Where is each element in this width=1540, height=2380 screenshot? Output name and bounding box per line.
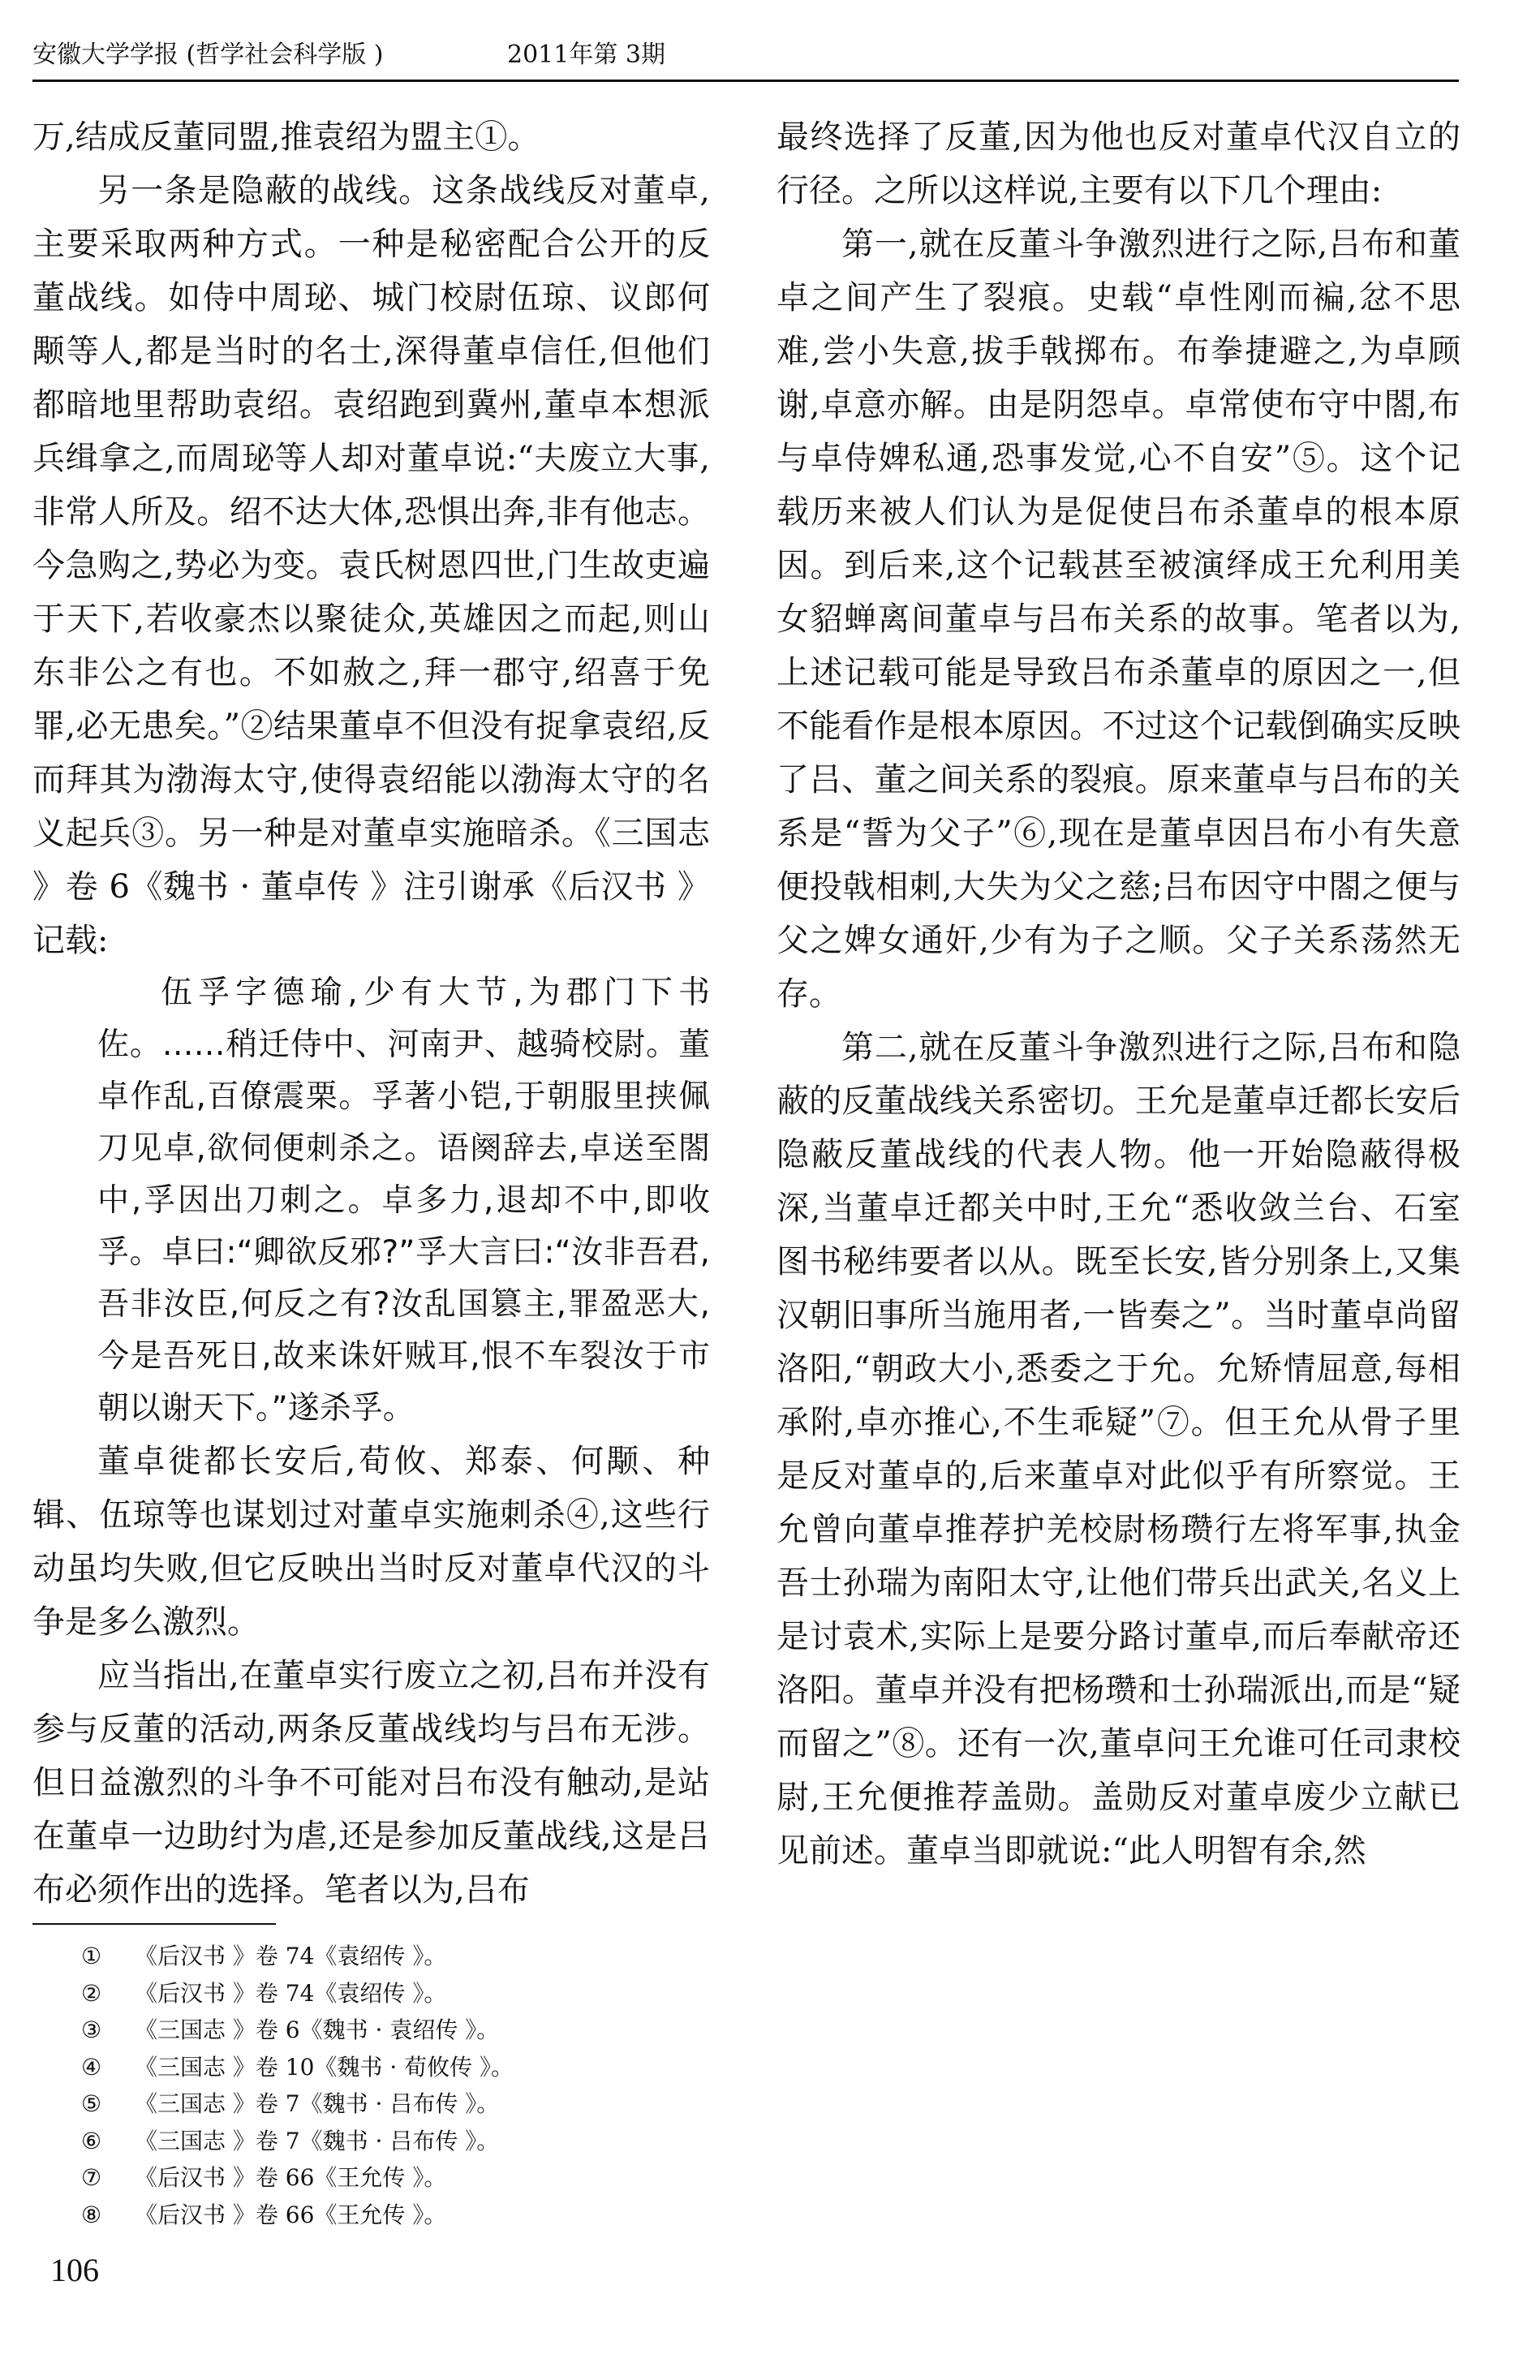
right-column — [776, 110, 1460, 1878]
footnotes — [81, 1938, 811, 2233]
footnote-text: 《三国志 》卷 7《魏书 · 吕布传 》。 — [135, 2090, 500, 2117]
page-number: 106 — [50, 2252, 99, 2288]
footnote-mark: ② — [81, 1979, 102, 2007]
paragraph: 最终选择了反董,因为他也反对董卓代汉自立的行径。之所以这样说,主要有以下几个理由: — [776, 118, 1460, 209]
footnote-mark: ⑥ — [81, 2127, 102, 2154]
footnote-mark: ⑦ — [81, 2164, 102, 2191]
footnote-mark: ⑤ — [81, 2090, 102, 2117]
footnote — [81, 1975, 811, 2012]
footnote-text: 《三国志 》卷 7《魏书 · 吕布传 》。 — [135, 2127, 500, 2154]
paragraph: 万,结成反董同盟,推袁绍为盟主①。 — [32, 118, 540, 156]
footnote — [81, 2085, 811, 2123]
block-quote: 伍孚字德瑜,少有大节,为郡门下书佐。……稍迁侍中、河南尹、越骑校尉。董卓作乱,百僚震栗。孚著小铠,于朝服里挟佩刀见卓,欲伺便刺杀之。语阕辞去,卓送至閤中,孚因出刀刺之。卓多力,退却不中,即收孚。卓曰:“卿欲反邪?”孚大言曰:“汝非吾君,吾非汝臣,何反之有?汝乱国篡主,罪盈恶大,今是吾死日,故来诛奸贼耳,恨不车裂汝于市朝以谢天下。”遂杀孚。 — [97, 975, 710, 1427]
footnote-text: 《三国志 》卷 10《魏书 · 荀攸传 》。 — [135, 2053, 514, 2081]
footnote — [81, 1938, 811, 1975]
paragraph: 另一条是隐蔽的战线。这条战线反对董卓,主要采取两种方式。一种是秘密配合公开的反董战线。如侍中周珌、城门校尉伍琼、议郎何颙等人,都是当时的名士,深得董卓信任,但他们都暗地里帮助袁绍。袁绍跑到冀州,董卓本想派兵缉拿之,而周珌等人却对董卓说:“夫废立大事,非常人所及。绍不达大体,恐惧出奔,非有他志。今急购之,势必为变。袁氏树恩四世,门生故吏遍于天下,若收豪杰以聚徒众,英雄因之而起,则山东非公之有也。不如赦之,拜一郡守,绍喜于免罪,必无患矣。”②结果董卓不但没有捉拿袁绍,反而拜其为渤海太守,使得袁绍能以渤海太守的名义起兵③。另一种是对董卓实施暗杀。《三国志 》卷 6《魏书 · 董卓传 》注引谢承《后汉书 》记载: — [32, 172, 710, 959]
footnote-text: 《后汉书 》卷 74《袁绍传 》。 — [135, 1979, 447, 2007]
paragraph: 应当指出,在董卓实行废立之初,吕布并没有参与反董的活动,两条反董战线均与吕布无涉。但日益激烈的斗争不可能对吕布没有触动,是站在董卓一边助纣为虐,还是参加反董战线,这是吕布必须作出的选择。笔者以为,吕布 — [32, 1657, 710, 1909]
running-header — [32, 32, 1459, 78]
footnote-mark: ⑧ — [81, 2201, 102, 2228]
footnote — [81, 2159, 811, 2197]
journal-title: 安徽大学学报 (哲学社会科学版 ) — [32, 41, 384, 69]
footnote-text: 《三国志 》卷 6《魏书 · 袁绍传 》。 — [135, 2016, 500, 2043]
footnote-text: 《后汉书 》卷 66《王允传 》。 — [135, 2164, 447, 2191]
header-rule — [32, 80, 1459, 82]
footnote-text: 《后汉书 》卷 74《袁绍传 》。 — [135, 1943, 447, 1969]
footnote-mark: ③ — [81, 2016, 102, 2043]
footnote — [81, 2197, 811, 2234]
footnote-mark: ① — [81, 1943, 102, 1969]
footnote — [81, 2123, 811, 2160]
paragraph: 第一,就在反董斗争激烈进行之际,吕布和董卓之间产生了裂痕。史载“卓性刚而褊,忿不思难,尝小失意,拔手戟掷布。布拳捷避之,为卓顾谢,卓意亦解。由是阴怨卓。卓常使布守中閤,布与卓侍婢私通,恐事发觉,心不自安”⑤。这个记载历来被人们认为是促使吕布杀董卓的根本原因。到后来,这个记载甚至被演绎成王允利用美女貂蝉离间董卓与吕布关系的故事。笔者以为,上述记载可能是导致吕布杀董卓的原因之一,但不能看作是根本原因。不过这个记载倒确实反映了吕、董之间关系的裂痕。原来董卓与吕布的关系是“誓为父子”⑥,现在是董卓因吕布小有失意便投戟相刺,大失为父之慈;吕布因守中閤之便与父之婢女通奸,少有为子之顺。父子关系荡然无存。 — [776, 226, 1460, 1013]
paragraph: 第二,就在反董斗争激烈进行之际,吕布和隐蔽的反董战线关系密切。王允是董卓迁都长安后隐蔽反董战线的代表人物。他一开始隐蔽得极深,当董卓迁都关中时,王允“悉收敛兰台、石室图书秘纬要者以从。既至长安,皆分别条上,又集汉朝旧事所当施用者,一皆奏之”。当时董卓尚留洛阳,“朝政大小,悉委之于允。允矫情屈意,每相承附,卓亦推心,不生乖疑”⑦。但王允从骨子里是反对董卓的,后来董卓对此似乎有所察觉。王允曾向董卓推荐护羌校尉杨瓒行左将军事,执金吾士孙瑞为南阳太守,让他们带兵出武关,名义上是讨袁术,实际上是要分路讨董卓,而后奉献帝还洛阳。董卓并没有把杨瓒和士孙瑞派出,而是“疑而留之”⑧。还有一次,董卓问王允谁可任司隶校尉,王允便推荐盖勋。盖勋反对董卓废少立献已见前述。董卓当即就说:“此人明智有余,然 — [776, 1029, 1460, 1870]
footnote — [81, 2012, 811, 2049]
paragraph: 董卓徙都长安后,荀攸、郑泰、何颙、种辑、伍琼等也谋划过对董卓实施刺杀④,这些行动虽均失败,但它反映出当时反对董卓代汉的斗争是多么激烈。 — [32, 1443, 710, 1641]
left-column — [32, 110, 710, 1917]
footnote — [81, 2049, 811, 2086]
issue-label: 2011年第 3期 — [507, 41, 665, 69]
footnote-text: 《后汉书 》卷 66《王允传 》。 — [135, 2201, 447, 2228]
footnote-mark: ④ — [81, 2053, 102, 2081]
footnote-rule — [32, 1923, 276, 1925]
